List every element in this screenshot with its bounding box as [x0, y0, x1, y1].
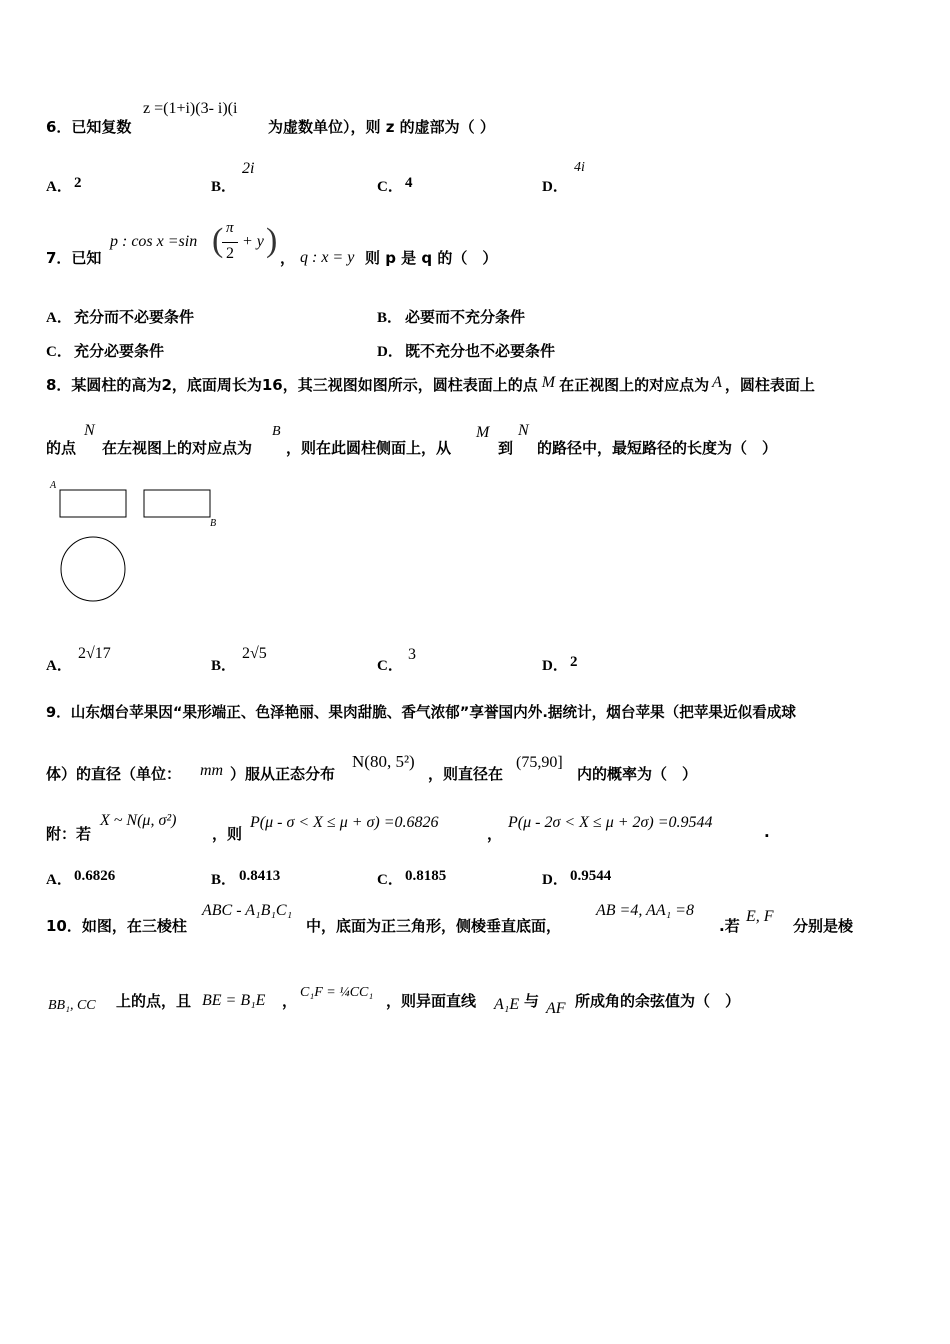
q9-option-b-label: B． — [211, 872, 237, 888]
q8-text: 的点 — [46, 439, 77, 457]
q8-line-1 — [46, 374, 815, 395]
q10-points-ef: E, F — [746, 908, 774, 925]
q10-text: 中，底面为正三角形，侧棱垂直底面， — [306, 917, 562, 935]
three-view-figure — [44, 478, 234, 608]
q6-option-b-label: B． — [211, 179, 237, 195]
q9-option-d-label: D． — [542, 872, 568, 888]
q8-point-m: M — [541, 374, 556, 391]
q8-option-d-label: D． — [542, 658, 568, 674]
q9-text: ）服从正态分布 — [230, 765, 336, 783]
q8-point-m: M — [476, 424, 490, 441]
right-paren: ) — [266, 222, 278, 259]
q8-option-d: 2 — [570, 654, 578, 670]
q7-p-expression: p : cos x =sin — [110, 233, 198, 250]
q6-option-c-label: C． — [377, 179, 403, 195]
left-paren: ( — [212, 222, 224, 259]
q8-text: 在正视图上的对应点为 — [559, 376, 710, 394]
figure-label-a: A — [50, 480, 57, 491]
q10-be-equation: BE = B₁E — [202, 992, 266, 1009]
q9-note: ， — [487, 825, 503, 843]
q7-frac-denominator: 2 — [226, 245, 234, 262]
q7-p-tail: + y — [242, 233, 264, 250]
q10-text: 与 — [524, 992, 540, 1010]
fraction-bar — [222, 242, 238, 243]
q9-probability-1: P(μ - σ < X ≤ μ + σ) =0.6826 — [250, 814, 439, 831]
q8-option-a-label: A． — [46, 658, 72, 674]
q8-option-c: 3 — [408, 646, 416, 663]
q9-note: ，则 — [212, 825, 243, 843]
q10-text: ， — [282, 992, 298, 1010]
q6-option-a: 2 — [74, 175, 82, 191]
q10-text: 10．如图，在三棱柱 — [46, 917, 187, 935]
q10-text: 所成角的余弦值为（ ） — [575, 992, 741, 1010]
q6-suffix: 为虚数单位），则 z 的虚部为（ ） — [268, 118, 495, 136]
front-view-rect — [60, 490, 126, 517]
q9-note-distribution: X ~ N(μ, σ²) — [100, 812, 177, 829]
q7-option-d-label: D． — [377, 344, 403, 360]
q7-option-b-label: B． — [377, 310, 403, 326]
q9-option-d: 0.9544 — [570, 868, 612, 884]
q10-text: .若 — [719, 917, 740, 935]
q9-option-a-label: A． — [46, 872, 72, 888]
q9-note: 附：若 — [46, 825, 92, 843]
q8-text: ，圆柱表面上 — [724, 376, 815, 394]
q10-edges: BB₁, CC — [48, 998, 96, 1013]
q6-option-d: 4i — [574, 160, 585, 175]
q7-prefix: 7．已知 — [46, 249, 102, 267]
q7-option-c-label: C． — [46, 344, 72, 360]
q8-point-b: B — [272, 424, 281, 439]
q10-line-af: AF — [546, 1000, 566, 1017]
q9-distribution: N(80, 5²) — [352, 752, 415, 771]
q8-text: 在左视图上的对应点为 — [102, 439, 253, 457]
q6-option-c: 4 — [405, 175, 413, 191]
q9-option-a: 0.6826 — [74, 868, 116, 884]
q8-text: ，则在此圆柱侧面上，从 — [286, 439, 452, 457]
q10-cf-equation: C₁F = ¼CC₁ — [300, 985, 374, 1000]
q9-text: ，则直径在 — [428, 765, 504, 783]
q9-text: 体）的直径（单位： — [46, 765, 182, 783]
q10-text: 上的点，且 — [116, 992, 192, 1010]
side-view-rect — [144, 490, 210, 517]
q7-option-a: 充分而不必要条件 — [74, 308, 195, 326]
q6-expression: z =(1+i)(3- i)(i — [143, 100, 238, 117]
q9-note: . — [764, 823, 770, 841]
q8-option-c-label: C． — [377, 658, 403, 674]
q8-option-b: 2√5 — [242, 645, 267, 662]
q10-text: ，则异面直线 — [386, 992, 477, 1010]
q6-option-b: 2i — [242, 160, 255, 177]
q9-text: 内的概率为（ ） — [577, 765, 698, 783]
q9-interval: (75,90] — [516, 754, 563, 771]
q10-lengths: AB =4, AA₁ =8 — [596, 902, 694, 919]
q10-prism: ABC - A₁B₁C₁ — [202, 902, 293, 919]
q8-text: 到 — [498, 439, 514, 457]
q10-text: 分别是棱 — [793, 917, 854, 935]
q7-q-expression: q : x = y — [300, 249, 355, 266]
q8-point-n: N — [518, 422, 529, 439]
q7-suffix: 则 p 是 q 的（ ） — [365, 249, 498, 267]
q8-option-b-label: B． — [211, 658, 237, 674]
q8-option-a: 2√17 — [78, 645, 111, 662]
q7-option-b: 必要而不充分条件 — [405, 308, 526, 326]
q6-option-a-label: A． — [46, 179, 72, 195]
q7-option-c: 充分必要条件 — [74, 342, 165, 360]
top-view-circle — [61, 537, 125, 601]
q9-option-b: 0.8413 — [239, 868, 281, 884]
figure-label-b: B — [210, 518, 217, 529]
q8-point-a: A — [712, 374, 722, 391]
q7-option-d: 既不充分也不必要条件 — [405, 342, 556, 360]
q9-unit: mm — [200, 762, 224, 779]
q8-text: 的路径中，最短路径的长度为（ ） — [537, 439, 778, 457]
q10-line-a1e: A₁E — [494, 996, 520, 1013]
q6-prefix: 6．已知复数 — [46, 118, 132, 136]
q7-option-a-label: A． — [46, 310, 72, 326]
q9-option-c-label: C． — [377, 872, 403, 888]
q8-point-n: N — [84, 422, 95, 439]
q9-line-1: 9．山东烟台苹果因“果形端正、色泽艳丽、果肉甜脆、香气浓郁”享誉国内外.据统计，烟台苹果（把苹果近似看成球 — [46, 704, 796, 721]
q9-option-c: 0.8185 — [405, 868, 447, 884]
q7-frac-numerator: π — [226, 220, 234, 236]
q8-text: 8．某圆柱的高为2，底面周长为16，其三视图如图所示，圆柱表面上的点 — [46, 376, 538, 394]
q9-probability-2: P(μ - 2σ < X ≤ μ + 2σ) =0.9544 — [508, 814, 713, 831]
q6-option-d-label: D． — [542, 179, 568, 195]
q7-comma: ， — [280, 249, 296, 267]
